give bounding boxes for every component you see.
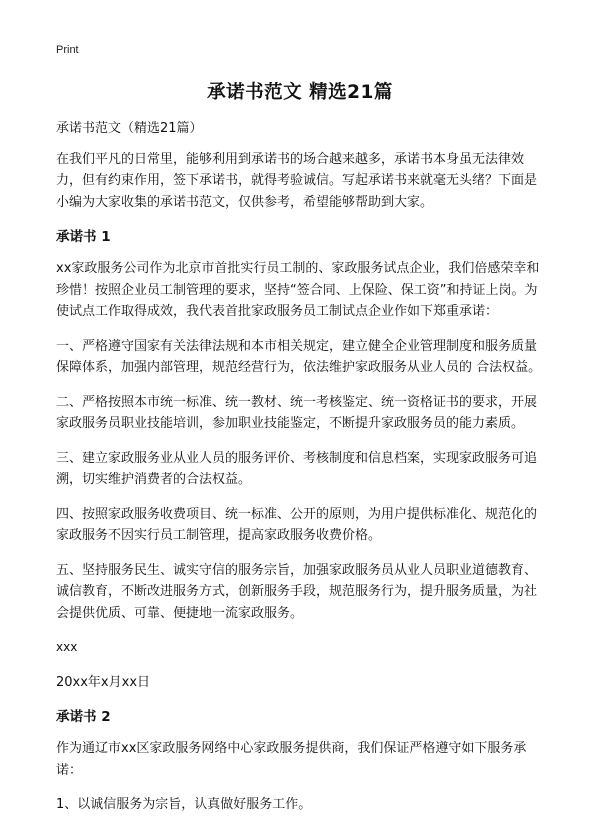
section-heading-1: 承诺书 1 — [56, 229, 111, 245]
section1-paragraph: xx家政服务公司作为北京市首批实行员工制的、家政服务试点企业，我们倍感荣幸和珍惜！按照企业员工制管理的要求，坚持“签合同、上保险、保工资”和持证上岗。为使试点工作取得成效，我代表首批家政服务员工制试点企业作如下郑重承诺： — [56, 261, 540, 319]
section1-paragraph: 五、坚持服务民生、诚实守信的服务宗旨，加强家政服务员从业人员职业道德教育、诚信教育，不断改进服务方式，创新服务手段，规范服务行为，提升服务质量，为社会提供优质、可靠、便捷地一流家政服务。 — [56, 562, 538, 621]
section1-paragraph: 四、按照家政服务收费项目、统一标准、公开的原则，为用户提供标准化、规范化的家政服务不因实行员工制管理，提高家政服务收费价格。 — [56, 506, 538, 543]
print-link[interactable]: Print — [56, 44, 79, 56]
document-subtitle: 承诺书范文（精选21篇） — [56, 121, 203, 136]
section2-paragraph: 1、以诚信服务为宗旨，认真做好服务工作。 — [56, 797, 312, 812]
page-title: 承诺书范文 精选21篇 — [207, 82, 393, 103]
signer: xxx — [56, 640, 78, 654]
section1-paragraph: 一、严格遵守国家有关法律法规和本市相关规定，建立健全企业管理制度和服务质量保障体系，加强内部管理，规范经营行为，依法维护家政服务从业人员的 合法权益。 — [56, 338, 542, 375]
section1-paragraph: 二、严格按照本市统一标准、统一教材、统一考核鉴定、统一资格证书的要求，开展家政服务员职业技能培训，参加职业技能鉴定，不断提升家政服务员的能力素质。 — [56, 394, 538, 431]
section2-paragraph: 作为通辽市xx区家政服务网络中心家政服务提供商，我们保证严格遵守如下服务承诺： — [56, 741, 527, 778]
sign-date: 20xx年x月xx日 — [56, 674, 151, 690]
intro-paragraph: 在我们平凡的日常里，能够利用到承诺书的场合越来越多，承诺书本身虽无法律效力，但有约束作用，签下承诺书，就得考验诚信。写起承诺书来就毫无头绪？下面是小编为大家收集的承诺书范文，仅供参考，希望能够帮助到大家。 — [56, 151, 538, 210]
section-heading-2: 承诺书 2 — [56, 709, 111, 725]
section1-paragraph: 三、建立家政服务业从业人员的服务评价、考核制度和信息档案，实现家政服务可追溯，切实维护消费者的合法权益。 — [56, 450, 538, 487]
document-body — [56, 118, 546, 829]
